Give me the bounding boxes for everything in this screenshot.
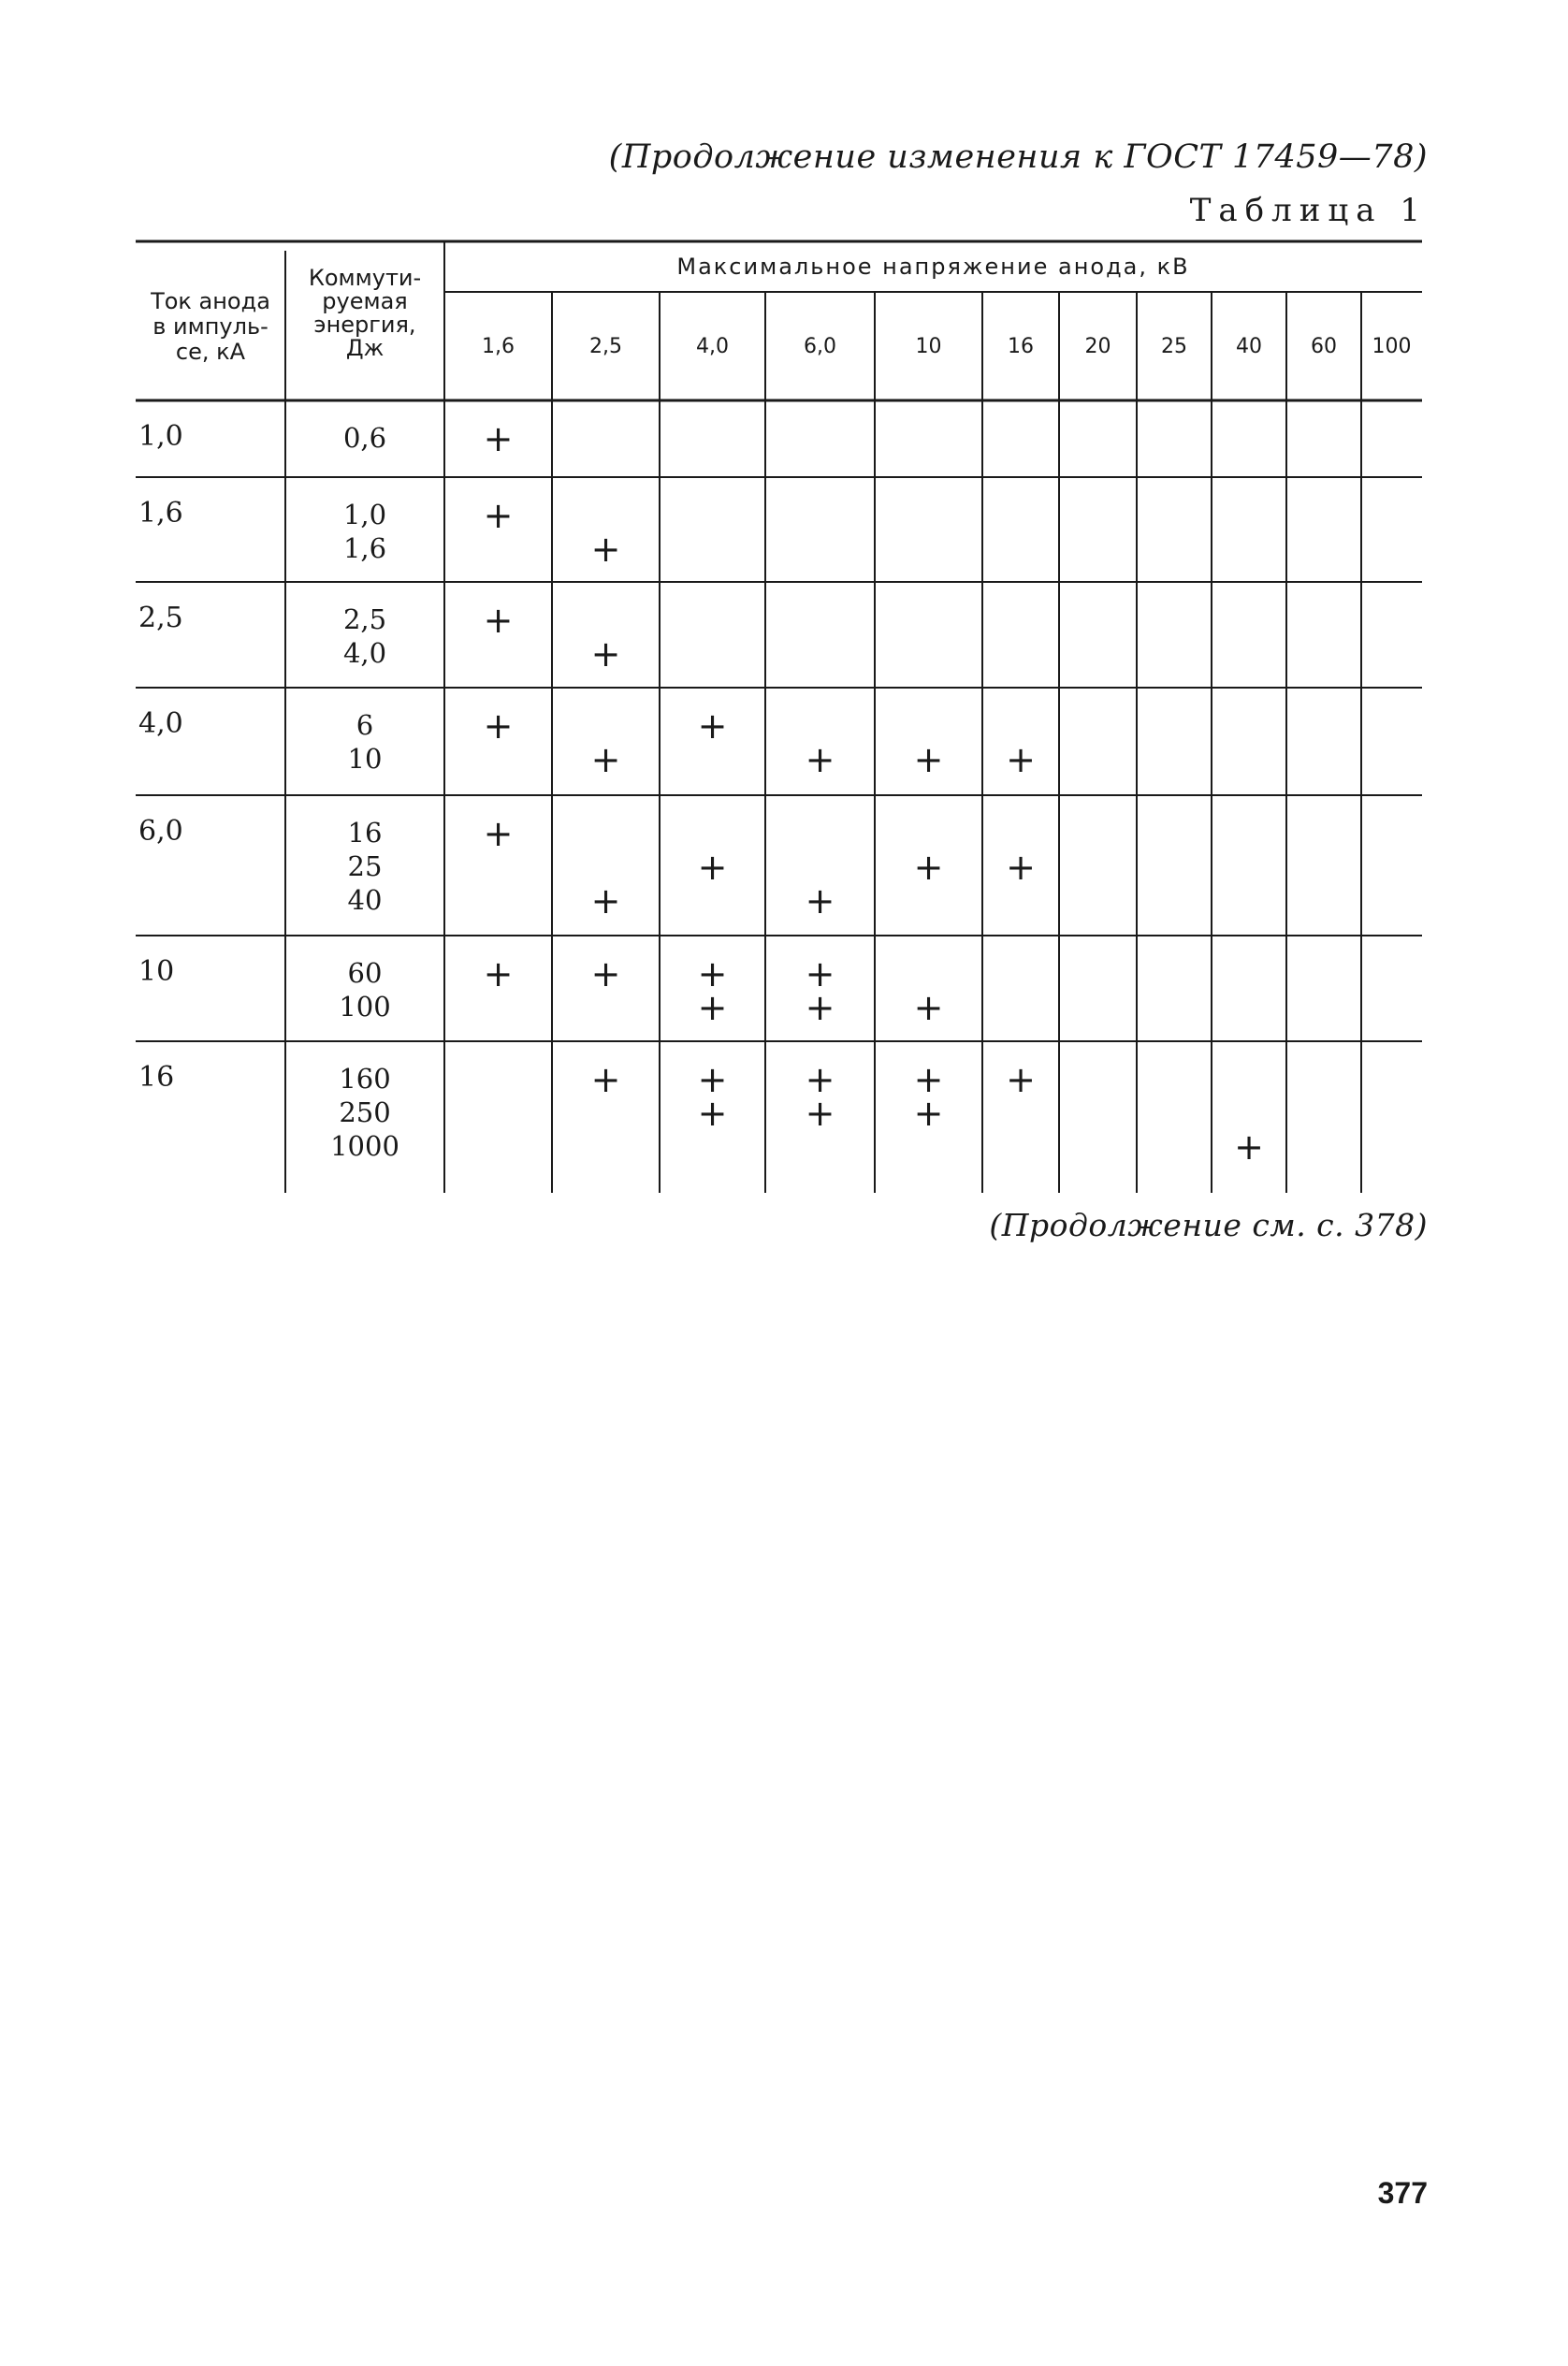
current-value: 4,0 [138,707,183,740]
voltage-column-label: 4,0 [696,335,729,358]
header-energy-line: руемая [322,288,408,314]
plus-mark: + [913,847,944,888]
voltage-column-label: 10 [915,335,942,358]
energy-value: 16 [347,817,383,849]
plus-mark: + [590,953,621,994]
energy-value: 100 [339,991,391,1023]
energy-value: 160 [339,1063,391,1095]
header-energy-line: энергия, [313,312,416,338]
energy-value: 40 [347,884,383,916]
current-value: 16 [138,1061,175,1094]
plus-mark: + [483,813,514,854]
plus-mark: + [483,705,514,747]
plus-mark: + [697,1093,728,1134]
plus-mark: + [913,1059,944,1100]
plus-mark: + [1006,847,1036,888]
plus-mark: + [590,529,621,570]
table-label: Таблица 1 [1189,192,1428,229]
plus-mark: + [805,1093,835,1134]
header-current-line: в импуль- [152,313,269,340]
current-value: 2,5 [138,602,183,634]
plus-mark: + [590,880,621,922]
plus-mark: + [805,880,835,922]
plus-mark: + [913,1093,944,1134]
plus-mark: + [1006,739,1036,780]
voltage-column-label: 25 [1161,335,1187,358]
plus-mark: + [590,633,621,675]
plus-mark: + [913,739,944,780]
plus-mark: + [697,1059,728,1100]
plus-mark: + [697,847,728,888]
energy-value: 250 [339,1096,391,1128]
header-voltage-title: Максимальное напряжение анода, кВ [676,254,1190,280]
current-value: 10 [138,955,175,988]
plus-mark: + [913,987,944,1028]
voltage-column-label: 40 [1236,335,1262,358]
energy-value: 10 [347,743,383,775]
energy-value: 1,0 [342,499,387,530]
plus-mark: + [483,418,514,459]
continuation-footer: (Продолжение см. с. 378) [989,1207,1428,1243]
energy-value: 6 [356,709,374,741]
plus-mark: + [805,739,835,780]
current-value: 1,0 [138,420,183,453]
voltage-column-label: 100 [1372,335,1412,358]
continuation-header: (Продолжение изменения к ГОСТ 17459—78) [608,138,1428,176]
voltage-column-label: 20 [1084,335,1111,358]
header-energy-line: Коммути- [308,265,422,291]
plus-mark: + [1234,1126,1264,1168]
plus-mark: + [1006,1059,1036,1100]
plus-mark: + [590,739,621,780]
energy-value: 4,0 [342,637,387,669]
plus-mark: + [805,987,835,1028]
plus-mark: + [483,953,514,994]
plus-mark: + [697,705,728,747]
voltage-column-label: 60 [1311,335,1337,358]
header-current-line: Ток анода [151,288,270,314]
energy-value: 1000 [330,1130,399,1162]
current-value: 1,6 [138,497,183,530]
plus-mark: + [483,495,514,536]
voltage-column-label: 6,0 [804,335,836,358]
plus-mark: + [590,1059,621,1100]
voltage-column-label: 16 [1008,335,1034,358]
plus-mark: + [697,987,728,1028]
plus-mark: + [697,953,728,994]
header-current-line: се, кА [175,339,246,365]
energy-value: 1,6 [342,532,387,564]
voltage-column-label: 2,5 [589,335,622,358]
plus-mark: + [483,600,514,641]
energy-value: 25 [347,850,383,882]
energy-value: 2,5 [342,603,387,635]
energy-value: 60 [347,957,383,989]
plus-mark: + [805,1059,835,1100]
page-number: 377 [1377,2176,1428,2210]
plus-mark: + [805,953,835,994]
header-energy-line: Дж [345,335,385,361]
current-value: 6,0 [138,815,183,848]
energy-value: 0,6 [342,422,387,454]
voltage-column-label: 1,6 [482,335,515,358]
